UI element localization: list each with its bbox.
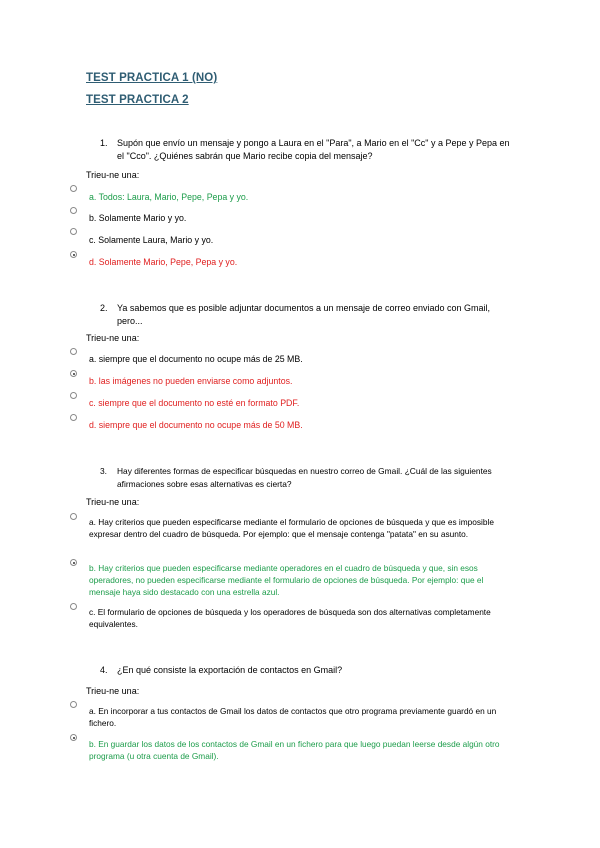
answer-option: c. Solamente Laura, Mario y yo. bbox=[89, 235, 214, 245]
answer-option: d. Solamente Mario, Pepe, Pepa y yo. bbox=[89, 257, 238, 267]
question-number: 4. bbox=[100, 665, 108, 675]
answer-option: c. El formulario de opciones de búsqueda y los operadores de búsqueda son dos alternativas completamente equivalentes. bbox=[89, 607, 491, 629]
answer-option: b. En guardar los datos de los contactos de Gmail en un fichero para que luego puedan leerse desde algún otro programa (u otra cuenta de Gmail). bbox=[89, 739, 500, 761]
answer-radio-selected[interactable] bbox=[70, 370, 77, 377]
question-4 bbox=[100, 664, 515, 677]
question-number: 3. bbox=[100, 466, 107, 476]
answer-radio[interactable] bbox=[70, 701, 77, 708]
question-text: Ya sabemos que es posible adjuntar documentos a un mensaje de correo enviado con Gmail, pero... bbox=[117, 303, 491, 326]
question-text: ¿En qué consiste la exportación de contactos en Gmail? bbox=[117, 665, 343, 675]
answer-radio[interactable] bbox=[70, 414, 77, 421]
answer-option: a. Hay criterios que pueden especificarse mediante el formulario de opciones de búsqueda y que es imposible expresar dentro del cuadro de búsqueda. Por ejemplo: que el mensaje contenga "patata" en su asunto. bbox=[89, 517, 494, 539]
question-text: Supón que envío un mensaje y pongo a Laura en el "Para", a Mario en el "Cc" y a Pepe y Pepa en el "Cco". ¿Quiénes sabrán que Mario recibe copia del mensaje? bbox=[117, 138, 510, 161]
question-text: Hay diferentes formas de especificar búsquedas en nuestro correo de Gmail. ¿Cuál de las siguientes afirmaciones sobre esas alternativas es cierta? bbox=[117, 466, 492, 489]
answer-radio[interactable] bbox=[70, 228, 77, 235]
answer-option: b. las imágenes no pueden enviarse como adjuntos. bbox=[89, 376, 293, 386]
answer-radio[interactable] bbox=[70, 603, 77, 610]
answer-radio[interactable] bbox=[70, 392, 77, 399]
answer-radio[interactable] bbox=[70, 513, 77, 520]
answer-option: a. Todos: Laura, Mario, Pepe, Pepa y yo. bbox=[89, 192, 249, 202]
answer-radio-selected[interactable] bbox=[70, 559, 77, 566]
answer-option: c. siempre que el documento no esté en formato PDF. bbox=[89, 398, 300, 408]
answer-option: b. Hay criterios que pueden especificarse mediante operadores en el cuadro de búsqueda y que, sin esos operadores, no pueden especificarse mediante el formulario de opciones de búsqueda. Por ejemplo: que el mensaje haya sido destacado con una estrella azul. bbox=[89, 563, 484, 597]
choose-one-label: Trieu-ne una: bbox=[86, 333, 140, 343]
question-3 bbox=[100, 465, 515, 491]
answer-radio-selected[interactable] bbox=[70, 251, 77, 258]
answer-option: a. En incorporar a tus contactos de Gmail los datos de contactos que otro programa previamente guardó en un fichero. bbox=[89, 706, 497, 728]
choose-one-label: Trieu-ne una: bbox=[86, 497, 140, 507]
question-1 bbox=[100, 137, 515, 163]
question-number: 1. bbox=[100, 138, 108, 148]
answer-radio[interactable] bbox=[70, 207, 77, 214]
test-practica-1-heading[interactable]: TEST PRACTICA 1 (NO) bbox=[86, 72, 218, 84]
test-practica-2-heading[interactable]: TEST PRACTICA 2 bbox=[86, 94, 189, 106]
question-number: 2. bbox=[100, 303, 108, 313]
answer-radio[interactable] bbox=[70, 185, 77, 192]
answer-option: a. siempre que el documento no ocupe más de 25 MB. bbox=[89, 354, 303, 364]
answer-radio-selected[interactable] bbox=[70, 734, 77, 741]
choose-one-label: Trieu-ne una: bbox=[86, 686, 140, 696]
question-2 bbox=[100, 302, 515, 328]
answer-radio[interactable] bbox=[70, 348, 77, 355]
choose-one-label: Trieu-ne una: bbox=[86, 170, 140, 180]
answer-option: b. Solamente Mario y yo. bbox=[89, 213, 187, 223]
answer-option: d. siempre que el documento no ocupe más de 50 MB. bbox=[89, 420, 303, 430]
